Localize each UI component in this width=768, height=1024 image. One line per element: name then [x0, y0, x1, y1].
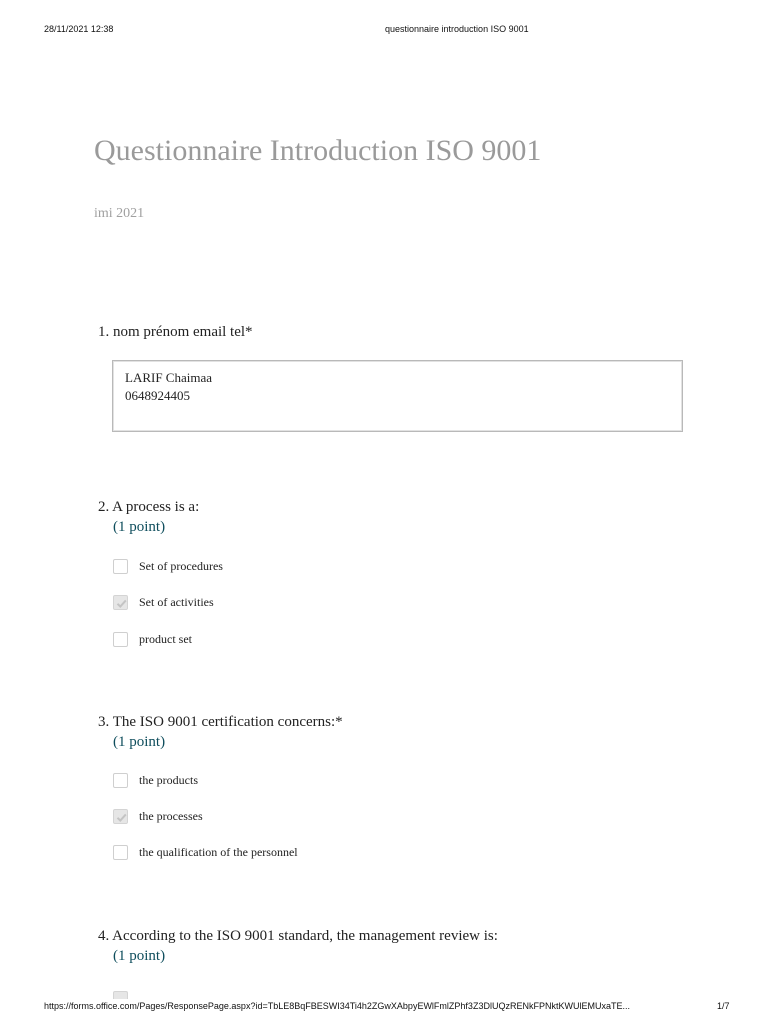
option-label: product set — [139, 631, 192, 646]
question-1 — [98, 324, 698, 341]
question-1-answer-box[interactable] — [112, 360, 683, 432]
question-1-text: 1. nom prénom email tel* — [98, 324, 253, 340]
question-3-text: 3. The ISO 9001 certification concerns:* — [98, 714, 343, 730]
q3-option-processes[interactable] — [113, 807, 203, 825]
option-label: the qualification of the personnel — [139, 844, 298, 859]
print-header — [0, 24, 768, 38]
form-title: Questionnaire Introduction ISO 9001 — [94, 134, 542, 167]
q3-option-products[interactable] — [113, 771, 198, 789]
check-icon — [115, 597, 128, 610]
checkbox[interactable] — [113, 845, 128, 860]
answer-line-phone: 0648924405 — [125, 388, 190, 403]
checkbox[interactable] — [113, 773, 128, 788]
q2-option-product-set[interactable] — [113, 630, 192, 648]
option-label: the processes — [139, 808, 203, 823]
checkbox-checked[interactable] — [113, 595, 128, 610]
print-document-title: questionnaire introduction ISO 9001 — [385, 24, 529, 34]
question-2 — [98, 499, 698, 536]
q2-option-procedures[interactable] — [113, 557, 223, 575]
answer-line-name: LARIF Chaimaa — [125, 370, 213, 385]
question-3-points: (1 point) — [113, 734, 166, 750]
checkbox-checked[interactable] — [113, 809, 128, 824]
option-label: the products — [139, 772, 198, 787]
question-3 — [98, 714, 698, 751]
q2-option-activities[interactable] — [113, 593, 214, 611]
question-2-points: (1 point) — [113, 519, 166, 535]
question-4 — [98, 928, 698, 965]
option-label: Set of procedures — [139, 558, 223, 573]
page-number: 1/7 — [717, 1001, 730, 1011]
option-label: Set of activities — [139, 594, 214, 609]
q4-partial-checkbox[interactable] — [113, 991, 128, 999]
question-4-points: (1 point) — [113, 948, 166, 964]
question-4-text: 4. According to the ISO 9001 standard, the management review is: — [98, 928, 498, 944]
checkbox[interactable] — [113, 559, 128, 574]
checkbox[interactable] — [113, 632, 128, 647]
print-footer — [0, 1001, 768, 1015]
print-url: https://forms.office.com/Pages/ResponsePage.aspx?id=TbLE8BqFBESWI34Ti4h2ZGwXAbpyEWlFmlZPhf3Z3DlUQzRENkFPNktKWUlEMUxaTE... — [44, 1001, 630, 1011]
question-2-text: 2. A process is a: — [98, 499, 200, 515]
check-icon — [115, 811, 128, 824]
form-subtitle: imi 2021 — [94, 206, 145, 221]
q3-option-qualification[interactable] — [113, 843, 298, 861]
print-datetime: 28/11/2021 12:38 — [44, 24, 114, 34]
